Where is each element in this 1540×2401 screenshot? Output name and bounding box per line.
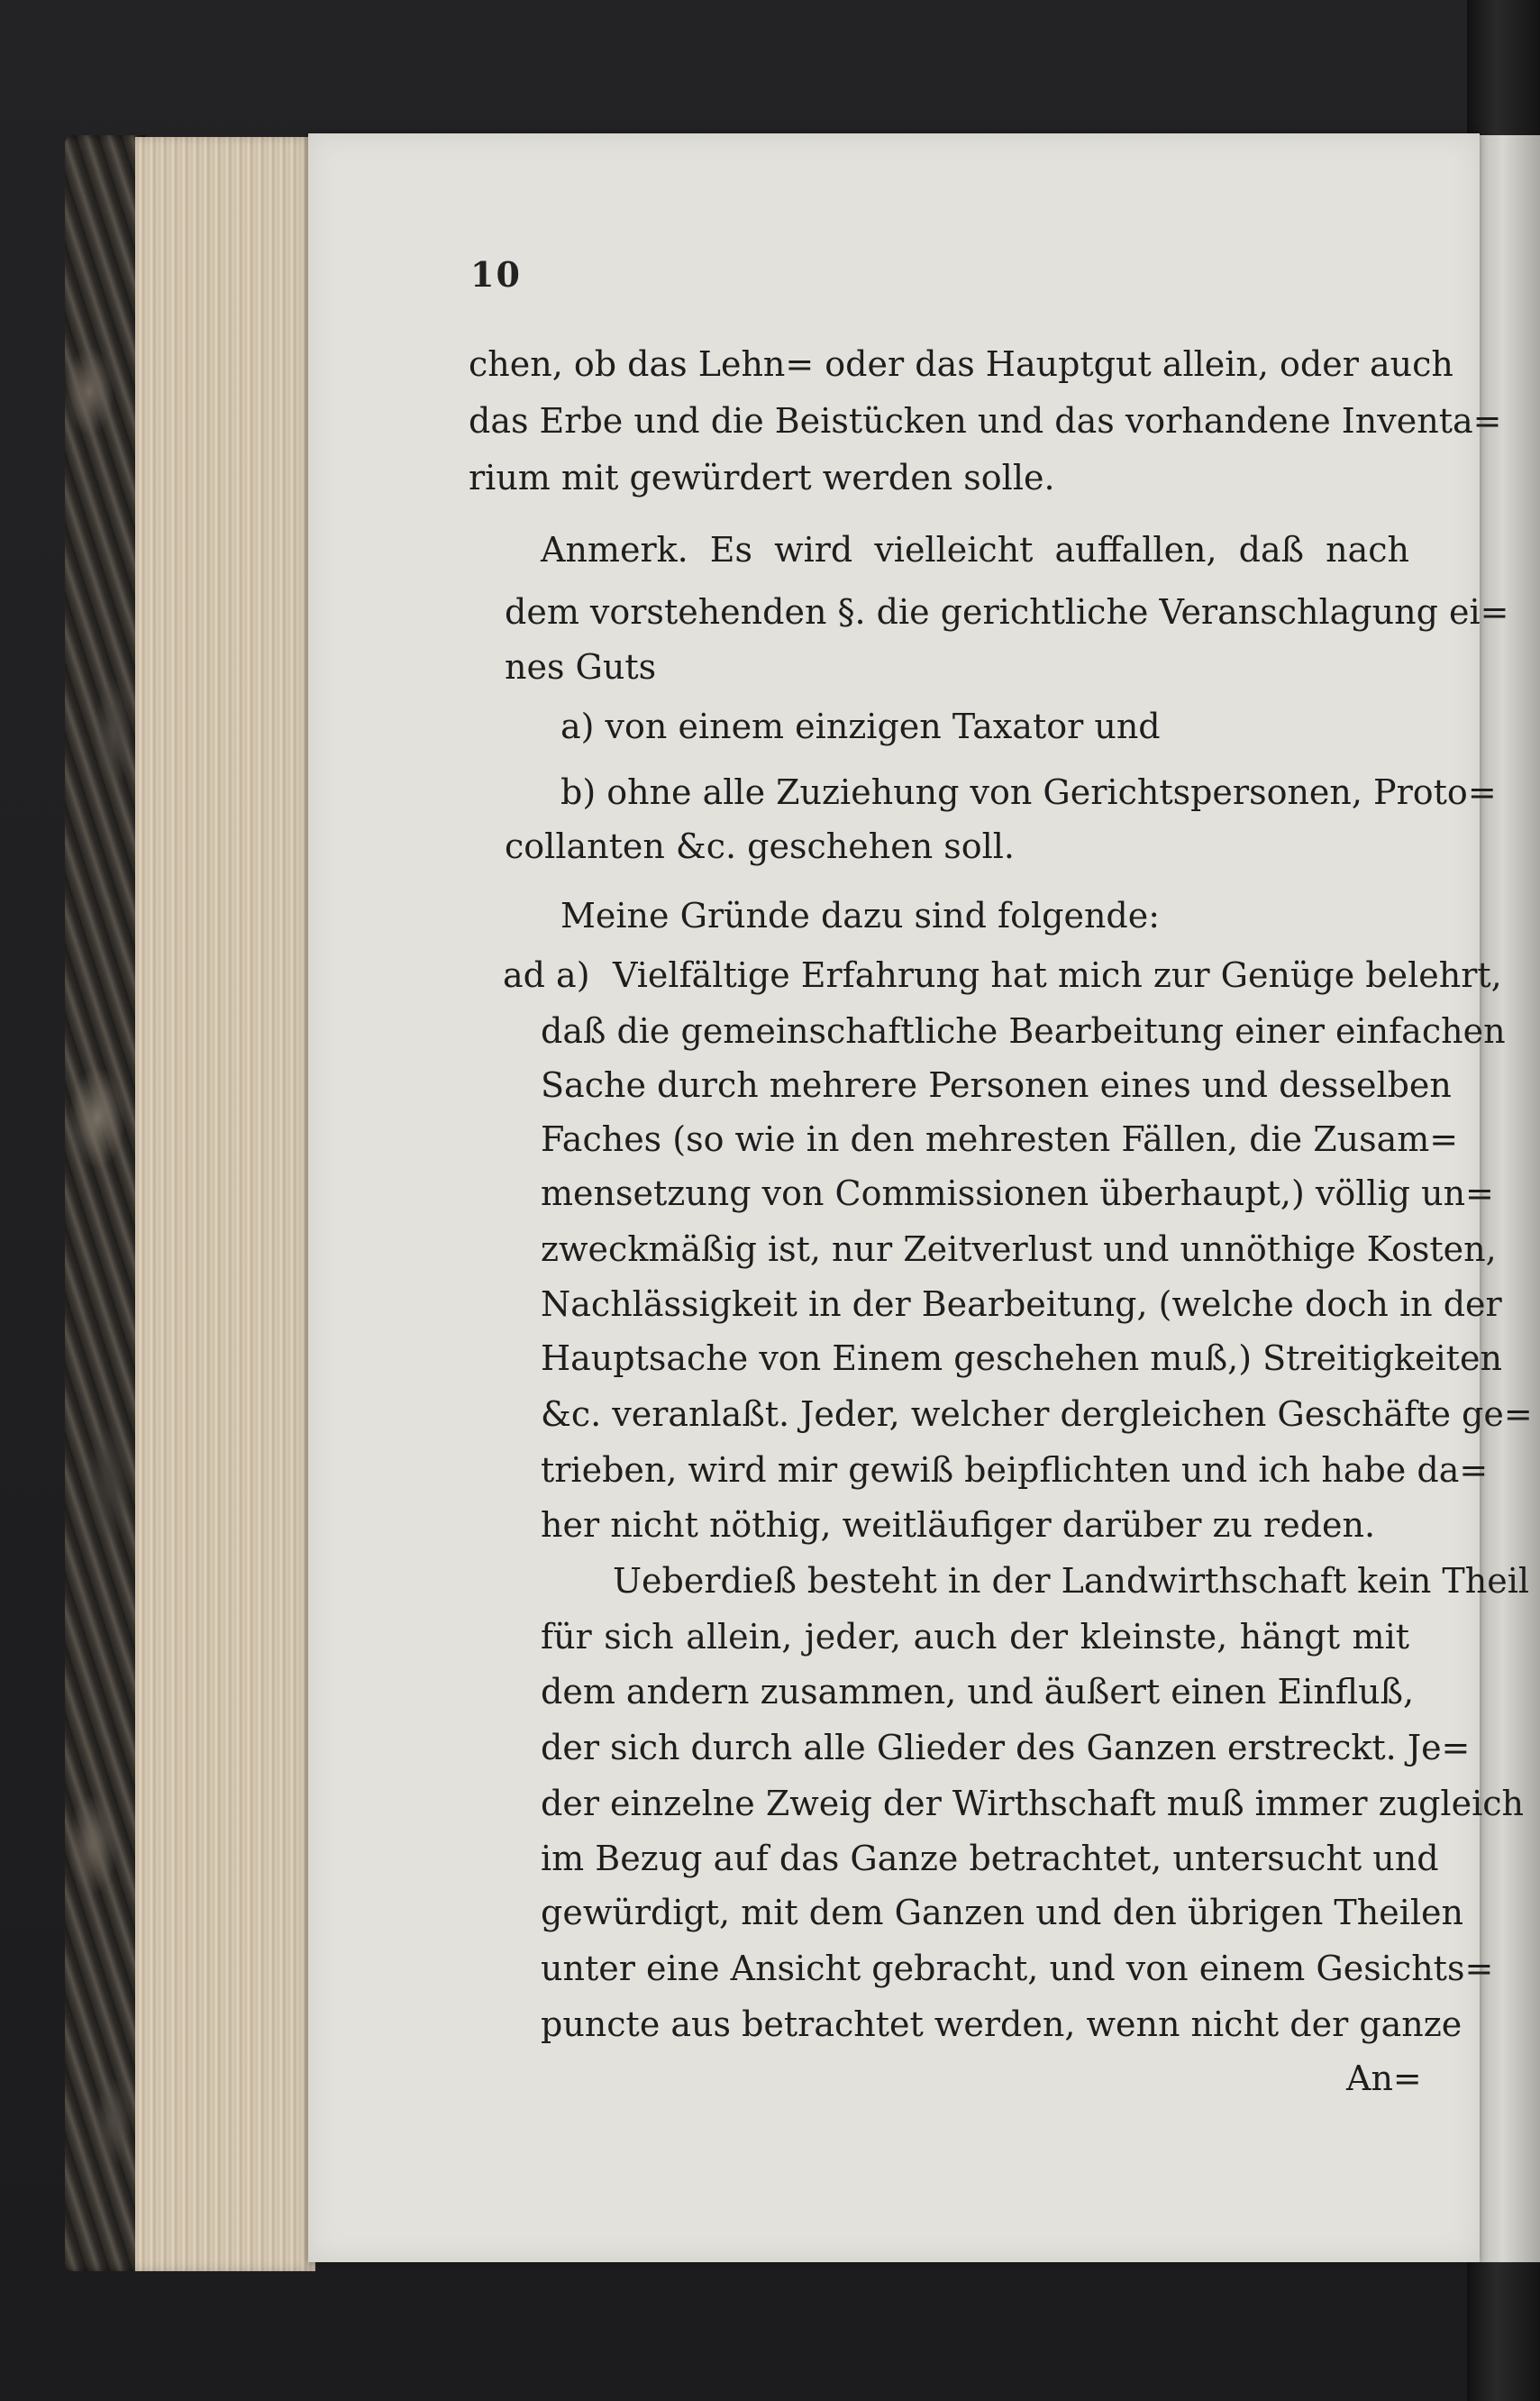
text-line: her nicht nöthig, weitläufiger darüber zu reden. — [541, 1505, 1376, 1545]
text-line: rium mit gewürdert werden solle. — [469, 458, 1055, 498]
text-line: Nachlässigkeit in der Bearbeitung, (welche doch in der — [541, 1284, 1502, 1324]
text-line: mensetzung von Commissionen überhaupt,) völlig un= — [541, 1173, 1494, 1213]
text-line: Ueberdieß besteht in der Landwirthschaft kein Theil — [613, 1561, 1530, 1601]
text-line: dem vorstehenden §. die gerichtliche Veranschlagung ei= — [505, 592, 1509, 632]
text-line: puncte aus betrachtet werden, wenn nicht der ganze — [541, 2004, 1463, 2044]
text-line: collanten &c. geschehen soll. — [505, 826, 1016, 866]
text-line: dem andern zusammen, und äußert einen Einfluß, — [541, 1672, 1415, 1712]
catchword: An= — [1346, 2059, 1422, 2098]
text-line: Faches (so wie in den mehresten Fällen, die Zusam= — [541, 1119, 1459, 1159]
text-line: gewürdigt, mit dem Ganzen und den übrigen Theilen — [541, 1893, 1463, 1932]
text-line: für sich allein, jeder, auch der kleinste, hängt mit — [541, 1617, 1409, 1657]
text-line: chen, ob das Lehn= oder das Hauptgut allein, oder auch — [469, 344, 1453, 384]
text-line: Sache durch mehrere Personen eines und desselben — [541, 1065, 1452, 1105]
text-line: Meine Gründe dazu sind folgende: — [560, 896, 1161, 936]
text-line: im Bezug auf das Ganze betrachtet, untersucht und — [541, 1839, 1439, 1878]
paragraph-marker: ad a) — [503, 955, 590, 995]
text-line: &c. veranlaßt. Jeder, welcher dergleichen Geschäfte ge= — [541, 1394, 1533, 1434]
text-line: Hauptsache von Einem geschehen muß,) Streitigkeiten — [541, 1338, 1502, 1378]
text-line: der sich durch alle Glieder des Ganzen erstreckt. Je= — [541, 1728, 1471, 1767]
page-number: 10 — [470, 254, 522, 295]
text-line: das Erbe und die Beistücken und das vorhandene Inventa= — [469, 401, 1502, 441]
text-line: daß die gemeinschaftliche Bearbeitung einer einfachen — [541, 1011, 1506, 1051]
text-line: der einzelne Zweig der Wirthschaft muß immer zugleich — [541, 1784, 1524, 1823]
text-line: Vielfältige Erfahrung hat mich zur Genüge belehrt, — [613, 955, 1502, 995]
text-line: unter eine Ansicht gebracht, und von einem Gesichts= — [541, 1949, 1494, 1988]
text-line: trieben, wird mir gewiß beipflichten und ich habe da= — [541, 1450, 1489, 1490]
text-line: b) ohne alle Zuziehung von Gerichtspersonen, Proto= — [560, 772, 1497, 812]
text-line: nes Guts — [505, 647, 657, 687]
text-line: a) von einem einzigen Taxator und — [560, 707, 1161, 746]
text-line: zweckmäßig ist, nur Zeitverlust und unnöthige Kosten, — [541, 1229, 1497, 1269]
text-line: Anmerk. Es wird vielleicht auffallen, daß nach — [541, 530, 1409, 570]
